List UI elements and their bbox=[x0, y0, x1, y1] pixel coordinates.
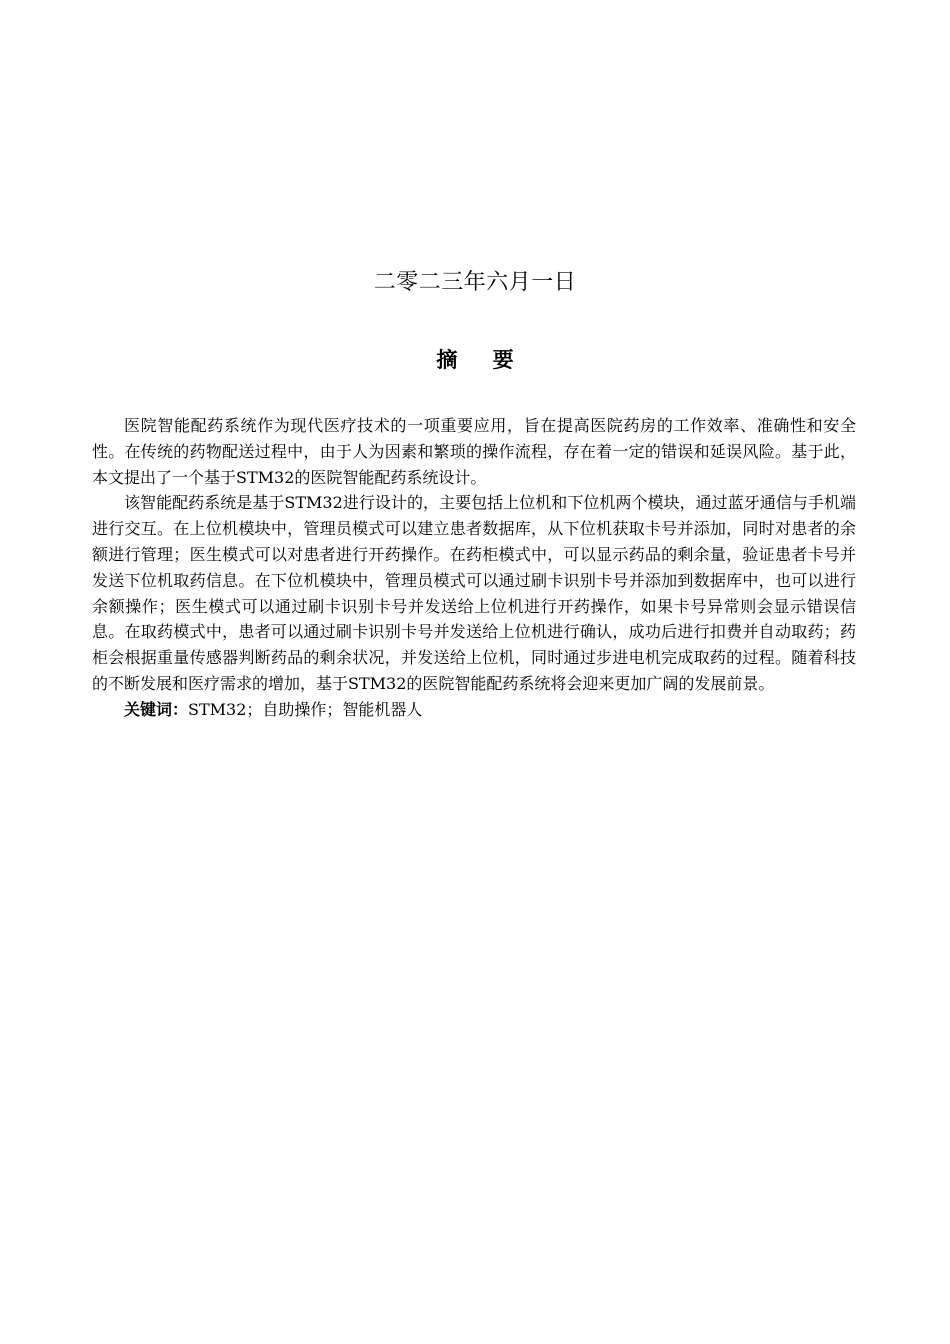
abstract-body bbox=[92, 413, 856, 723]
keywords-text: STM32；自助操作；智能机器人 bbox=[188, 699, 423, 719]
abstract-paragraph-2: 该智能配药系统是基于STM32进行设计的，主要包括上位机和下位机两个模块，通过蓝牙通信与手机端进行交互。在上位机模块中，管理员模式可以建立患者数据库，从下位机获取卡号并添加，同时对患者的余额进行管理；医生模式可以对患者进行开药操作。在药柜模式中，可以显示药品的剩余量，验证患者卡号并发送下位机取药信息。在下位机模块中，管理员模式可以通过刷卡识别卡号并添加到数据库中，也可以进行余额操作；医生模式可以通过刷卡识别卡号并发送给上位机进行开药操作，如果卡号异常则会显示错误信息。在取药模式中，患者可以通过刷卡识别卡号并发送给上位机进行确认，成功后进行扣费并自动取药；药柜会根据重量传感器判断药品的剩余状况，并发送给上位机，同时通过步进电机完成取药的过程。随着科技的不断发展和医疗需求的增加，基于STM32的医院智能配药系统将会迎来更加广阔的发展前景。 bbox=[92, 493, 856, 693]
abstract-paragraph-1: 医院智能配药系统作为现代医疗技术的一项重要应用，旨在提高医院药房的工作效率、准确性和安全性。在传统的药物配送过程中，由于人为因素和繁琐的操作流程，存在着一定的错误和延误风险。基于此，本文提出了一个基于STM32的医院智能配药系统设计。 bbox=[92, 416, 856, 487]
keywords-label: 关键词： bbox=[124, 699, 189, 719]
keywords-line bbox=[92, 697, 856, 723]
document-date: 二零二三年六月一日 bbox=[373, 270, 577, 295]
abstract-heading: 摘 要 bbox=[436, 348, 514, 372]
